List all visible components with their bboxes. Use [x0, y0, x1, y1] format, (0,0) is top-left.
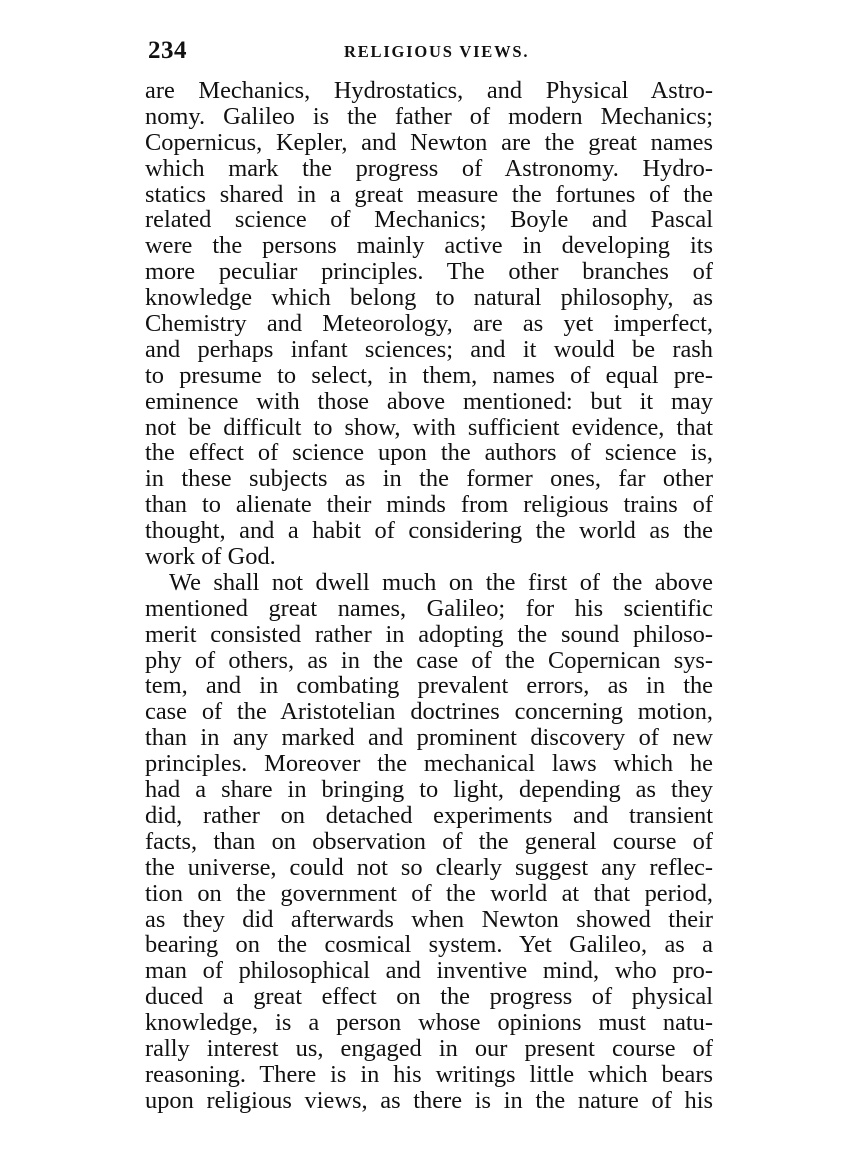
- text-line: than in any marked and prominent discovery of new: [145, 724, 713, 752]
- text-line: We shall not dwell much on the first of the above: [169, 568, 713, 596]
- text-line: phy of others, as in the case of the Copernican sys-: [145, 646, 713, 674]
- text-line: were the persons mainly active in developing its: [145, 232, 713, 260]
- text-line: tion on the government of the world at that period,: [145, 879, 713, 907]
- text-line: principles. Moreover the mechanical laws which he: [145, 750, 713, 778]
- running-head: [148, 37, 712, 69]
- text-line: not be difficult to show, with sufficient evidence, that: [145, 413, 713, 441]
- text-line: the universe, could not so clearly suggest any reflec-: [145, 853, 713, 881]
- text-line: duced a great effect on the progress of physical: [145, 983, 713, 1011]
- text-line: mentioned great names, Galileo; for his scientific: [145, 594, 713, 622]
- text-line: nomy. Galileo is the father of modern Mechanics;: [145, 102, 713, 130]
- text-line: tem, and in combating prevalent errors, as in the: [145, 672, 713, 700]
- text-line: upon religious views, as there is in the nature of his: [145, 1086, 713, 1114]
- text-line: which mark the progress of Astronomy. Hydro-: [145, 154, 713, 182]
- text-line: and perhaps infant sciences; and it would be rash: [145, 335, 713, 363]
- text-line: to presume to select, in them, names of equal pre-: [145, 361, 713, 389]
- text-line: did, rather on detached experiments and transient: [145, 801, 713, 829]
- text-line: facts, than on observation of the general course of: [145, 827, 713, 855]
- text-line: case of the Aristotelian doctrines concerning motion,: [145, 698, 713, 726]
- text-line: the effect of science upon the authors of science is,: [145, 439, 713, 467]
- text-line: related science of Mechanics; Boyle and Pascal: [145, 206, 713, 234]
- text-line: are Mechanics, Hydrostatics, and Physical Astro-: [145, 77, 713, 104]
- text-line: man of philosophical and inventive mind, who pro-: [145, 957, 713, 985]
- text-line: more peculiar principles. The other branches of: [145, 258, 713, 286]
- text-line: knowledge, is a person whose opinions must natu-: [145, 1009, 713, 1037]
- text-line: in these subjects as in the former ones, far other: [145, 465, 713, 493]
- text-line: merit consisted rather in adopting the sound philoso-: [145, 620, 713, 648]
- text-line: Copernicus, Kepler, and Newton are the great names: [145, 128, 713, 156]
- page-number: 234: [148, 37, 187, 64]
- text-line: than to alienate their minds from religious trains of: [145, 491, 713, 519]
- text-line: statics shared in a great measure the fortunes of the: [145, 180, 713, 208]
- text-line: eminence with those above mentioned: but it may: [145, 387, 713, 415]
- text-line: Chemistry and Meteorology, are as yet imperfect,: [145, 310, 713, 338]
- text-line: bearing on the cosmical system. Yet Galileo, as a: [145, 931, 713, 959]
- text-line: thought, and a habit of considering the world as the: [145, 517, 713, 545]
- text-line: reasoning. There is in his writings little which bears: [145, 1060, 713, 1088]
- text-line: knowledge which belong to natural philosophy, as: [145, 284, 713, 312]
- body-text: [145, 78, 713, 1114]
- running-title: RELIGIOUS VIEWS.: [344, 42, 530, 61]
- text-line: as they did afterwards when Newton showed their: [145, 905, 713, 933]
- text-line: had a share in bringing to light, depending as they: [145, 776, 713, 804]
- text-line: work of God.: [145, 543, 276, 571]
- text-line: rally interest us, engaged in our present course of: [145, 1034, 713, 1062]
